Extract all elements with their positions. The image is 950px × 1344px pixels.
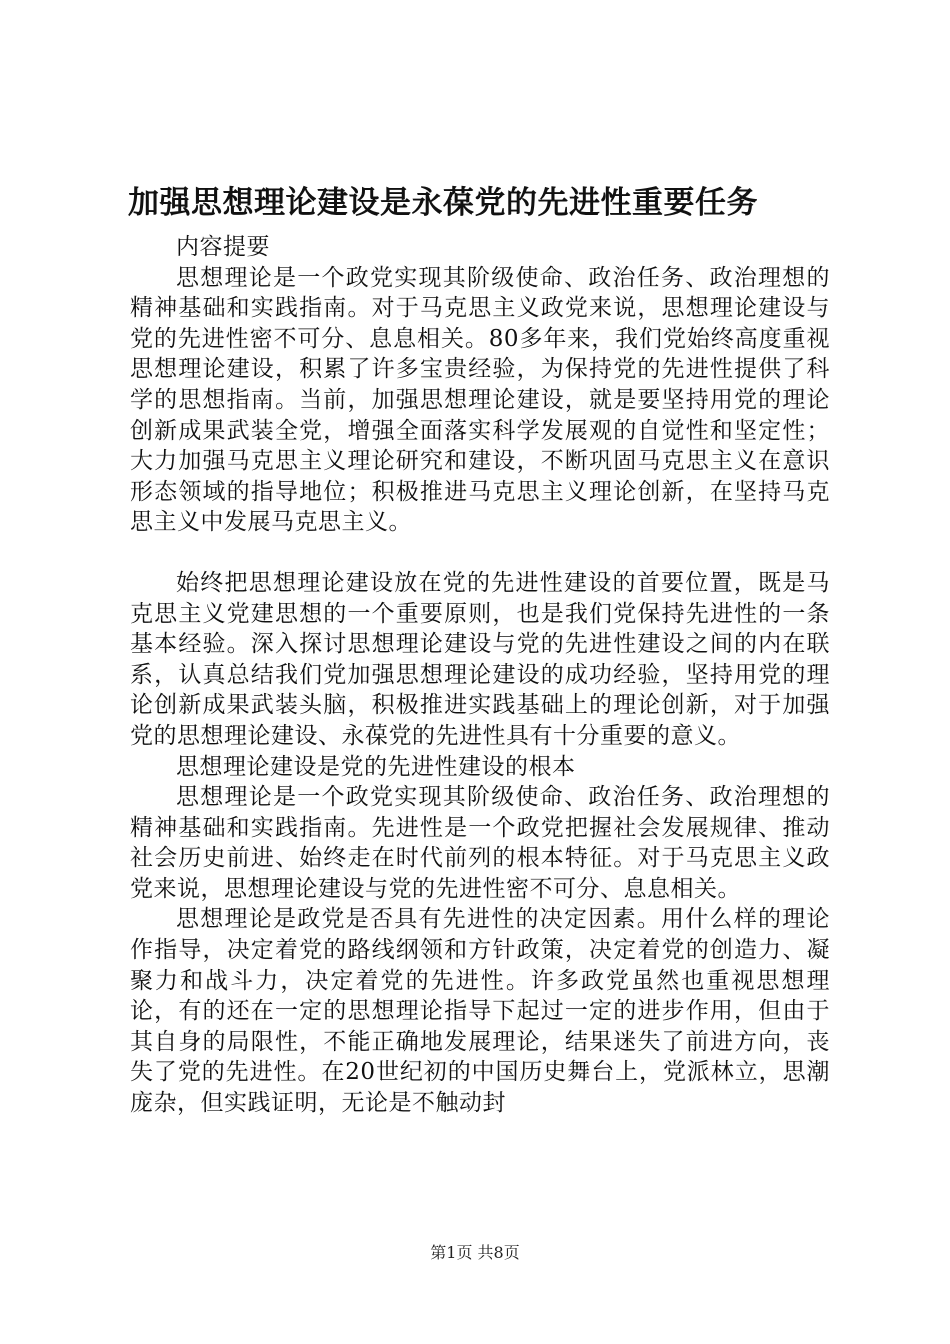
section-heading: 思想理论建设是党的先进性建设的根本 [176, 753, 576, 780]
document-page [130, 180, 830, 1119]
abstract-heading: 内容提要 [176, 234, 270, 260]
intro-paragraph: 始终把思想理论建设放在党的先进性建设的首要位置，既是马克思主义党建思想的一个重要原则，也是我们党保持先进性的一条基本经验。深入探讨思想理论建设与党的先进性建设之间的内在联系，认真总结我们党加强思想理论建设的成功经验，坚持用党的理论创新成果武装头脑，积极推进实践基础上的理论创新，对于加强党的思想理论建设、永葆党的先进性具有十分重要的意义。 [130, 569, 830, 749]
section-paragraph-2: 思想理论是政党是否具有先进性的决定因素。用什么样的理论作指导，决定着党的路线纲领和方针政策，决定着党的创造力、凝聚力和战斗力，决定着党的先进性。许多政党虽然也重视思想理论，有的还在一定的思想理论指导下起过一定的进步作用，但由于其自身的局限性，不能正确地发展理论，结果迷失了前进方向，丧失了党的先进性。在20世纪初的中国历史舞台上，党派林立，思潮庞杂，但实践证明，无论是不触动封 [130, 906, 830, 1117]
document-title: 加强思想理论建设是永葆党的先进性重要任务 [128, 185, 758, 221]
abstract-paragraph: 思想理论是一个政党实现其阶级使命、政治任务、政治理想的精神基础和实践指南。对于马克思主义政党来说，思想理论建设与党的先进性密不可分、息息相关。80多年来，我们党始终高度重视思想理论建设，积累了许多宝贵经验，为保持党的先进性提供了科学的思想指南。当前，加强思想理论建设，就是要坚持用党的理论创新成果武装全党，增强全面落实科学发展观的自觉性和坚定性；大力加强马克思主义理论研究和建设，不断巩固马克思主义在意识形态领域的指导地位；积极推进马克思主义理论创新，在坚持马克思主义中发展马克思主义。 [130, 264, 830, 536]
page-number-footer: 第1页 共8页 [430, 1243, 520, 1262]
paragraph-spacer [130, 538, 830, 568]
section-paragraph-1: 思想理论是一个政党实现其阶级使命、政治任务、政治理想的精神基础和实践指南。先进性是一个政党把握社会发展规律、推动社会历史前进、始终走在时代前列的根本特征。对于马克思主义政党来说，思想理论建设与党的先进性密不可分、息息相关。 [130, 784, 830, 902]
